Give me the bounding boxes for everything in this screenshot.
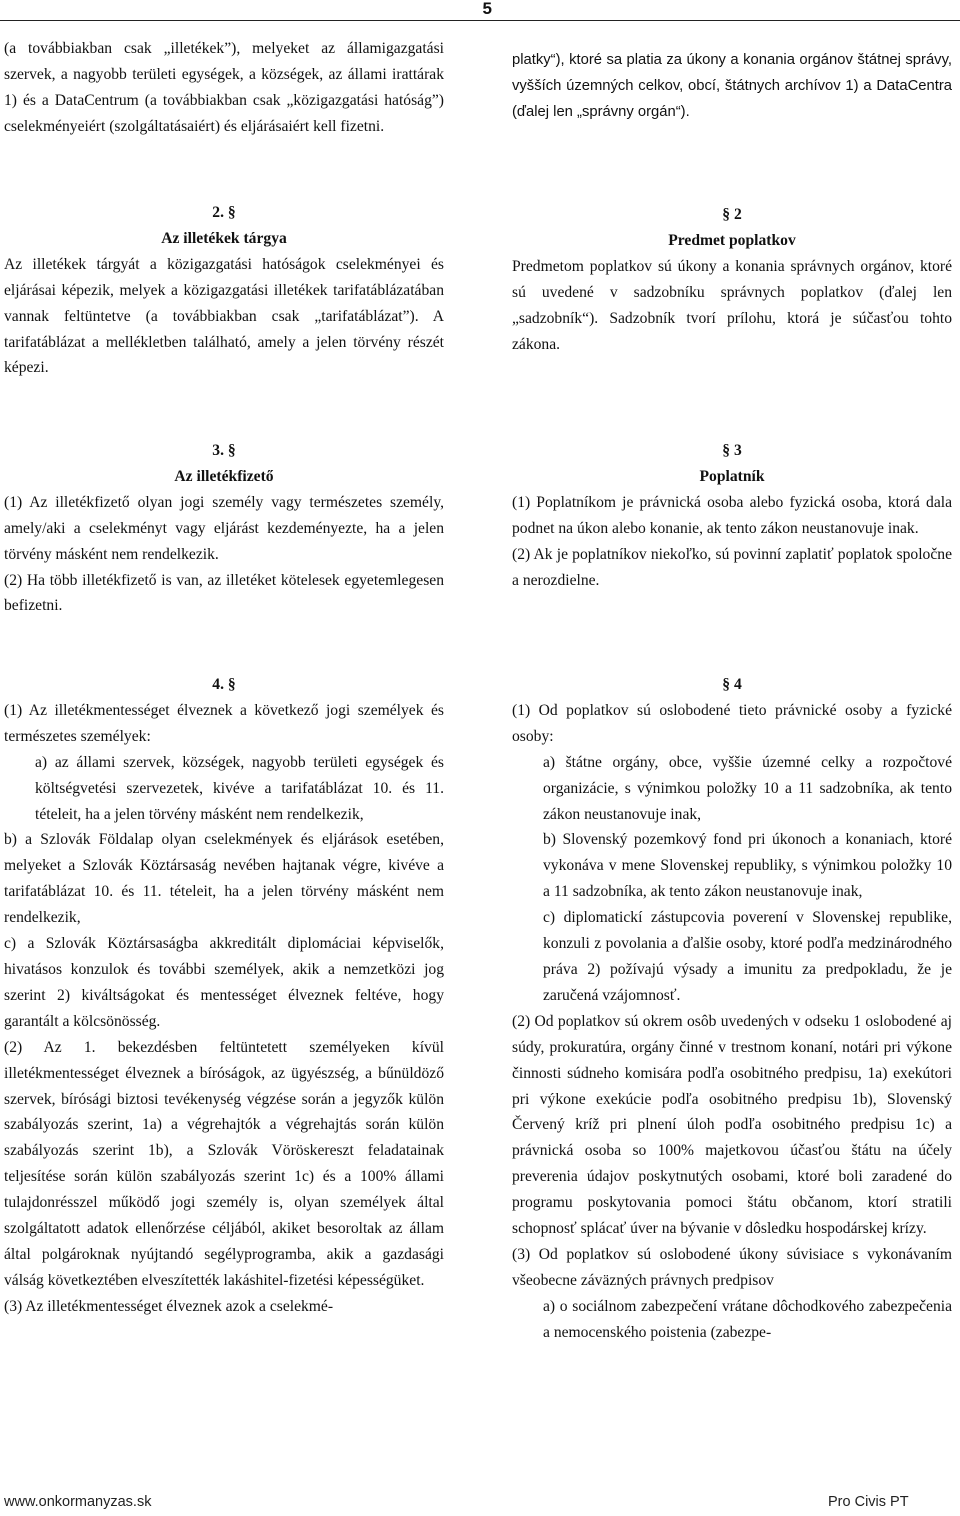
page-number: 5 [482,0,492,18]
hu-s4-p2: (2) Az 1. bekezdésben feltüntetett személyeken kívül illetékmentességet élveznek a bíróságok, az ügyészség, a bűnüldöző szervek, bírósági biztosi tevékenység végzése során a jegyzők külön szabályozás szerint, 1a) a végrehajtók a végrehajtás során külön szabályozás szerint 1b), a Szlovák Vöröskereszt feladatainak teljesítése során külön szabályozás szerint 1c) és a 100% állami tulajdonrésszel működő jogi személy is, olyan személyek által szolgáltatott adatok ellenőrzése céljából, akiket besoroltak az állam által polgároknak nyújtandó segélyprogramba, akik a gazdasági válság következtében elveszítették lakáshitel-fizetési képességüket. [4,1038,444,1289]
hu-s3-title: Az illetékfizető [174,467,274,485]
hu-s4-number: 4. § [212,676,236,693]
sk-s2-body: Predmetom poplatkov sú úkony a konania správnych orgánov, ktoré sú uvedené v sadzobníku správnych poplatkov (ďalej len „sadzobník“). Sadzobník tvorí prílohu, ktorá je súčasťou tohto zákona. [512,257,952,353]
sk-s3-p2: (2) Ak je poplatníkov niekoľko, sú povinní zaplatiť poplatok spoločne a nerozdielne. [512,545,952,589]
sk-s2-title: Predmet poplatkov [668,231,796,249]
sk-s2-number: § 2 [722,206,742,223]
hu-s2-title: Az illetékek tárgya [161,229,287,247]
hu-section-2 [4,200,444,381]
hu-s3-p1: (1) Az illetékfizető olyan jogi személy vagy természetes személy, amely/aki a cselekményt vagy eljárást kezdeményezte, ha a jelen törvény másként nem rendelkezik. [4,493,444,563]
footer-website: www.onkormanyzas.sk [4,1494,152,1510]
sk-s3-title: Poplatník [699,467,765,485]
hu-section-3 [4,438,444,619]
footer-publisher: Pro Civis PT [828,1494,909,1510]
sk-s4-p3: (3) Od poplatkov sú oslobodené úkony súvisiace s vykonávaním všeobecne záväzných právnych predpisov [512,1245,952,1289]
hu-intro [4,36,444,140]
sk-section-4 [512,672,952,1346]
hu-intro-text: (a továbbiakban csak „illetékek”), melyeket az államigazgatási szervek, a nagyobb területi egységek, a községek, az állami irattárak 1) és a DataCentrum (a továbbiakban csak „közigazgatási hatóság”) cselekményeiért (szolgáltatásaiért) és eljárásaiért kell fizetni. [4,40,444,135]
header-rule [0,20,960,21]
hu-section-4 [4,672,444,1320]
sk-s4-item-c: c) diplomatickí zástupcovia poverení v Slovenskej republike, konzuli z povolania a ďalšie osoby, ktoré podľa medzinárodného práva 2) požívajú výsady a imunitu za predpokladu, že je zaručená vzájomnosť. [543,909,952,1004]
sk-s3-p1: (1) Poplatníkom je právnická osoba alebo fyzická osoba, ktorá dala podnet na úkon alebo konanie, ak tento zákon neustanovuje inak. [512,493,952,537]
hu-s4-item-a: a) az állami szervek, községek, nagyobb területi egységek és költségvetési szervezetek, kivéve a tarifatáblázat 10. és 11. tételeit, ha a jelen törvény másként nem rendelkezik, [35,753,444,823]
sk-s4-number: § 4 [722,676,742,693]
sk-s4-item-a: a) štátne orgány, obce, vyššie územné celky a rozpočtové organizácie, s výnimkou položky 10 a 11 sadzobníka, ak tento zákon neustanovuje inak, [543,753,952,823]
hu-s4-item-b: b) a Szlovák Földalap olyan cselekmények és eljárások esetében, melyeket a Szlovák Köztársaság nevében hajtanak végre, kivéve a tarifatáblázat 10. és 11. tételeit, ha a jelen törvény másként nem rendelkezik, [4,831,444,927]
sk-s4-p3-item-a: a) o sociálnom zabezpečení vrátane dôchodkového zabezpečenia a nemocenského poistenia (zabezpe- [543,1297,952,1341]
sk-s3-number: § 3 [722,442,742,459]
sk-s4-p2: (2) Od poplatkov sú okrem osôb uvedených v odseku 1 oslobodené aj súdy, prokuratúra, orgány činné v trestnom konaní, notári pri výkone činnosti súdneho komisára podľa osobitného predpisu, 1a) exekútori pri výkone exekúcie podľa osobitného predpisu 1b), Slovenský Červený kríž pri plnení úloh podľa osobitného predpisu 1c) a právnická osoba so 100% majetkovou účasťou štátu na účely preverenia údajov poskytnutých osobami, ktoré boli zaradené do programu poskytovania pomoci štátu občanom, ktorí stratili schopnosť splácať úver na bývanie v dôsledku hospodárskej krízy. [512,1012,952,1238]
sk-section-3 [512,438,952,593]
sk-s4-p1: (1) Od poplatkov sú oslobodené tieto právnické osoby a fyzické osoby: [512,701,952,745]
sk-s4-item-b: b) Slovenský pozemkový fond pri úkonoch a konaniach, ktoré vykonáva v mene Slovenskej republiky, s výnimkou položky 10 a 11 sadzobníka, ak tento zákon neustanovuje inak, [543,831,952,901]
sk-intro-text: platky“), ktoré sa platia za úkony a konania orgánov štátnej správy, vyšších územných celkov, obcí, štátnych archívov 1) a DataCentra (ďalej len „správny orgán“). [512,52,952,120]
hu-s2-number: 2. § [212,204,236,221]
hu-s3-number: 3. § [212,442,236,459]
hu-s4-p3: (3) Az illetékmentességet élveznek azok a cselekmé- [4,1297,334,1315]
sk-section-2 [512,202,952,357]
hu-s2-body: Az illetékek tárgyát a közigazgatási hatóságok cselekményei és eljárásai képezik, melyek a közigazgatási illetékek tarifatáblázatában vannak feltüntetve (a továbbiakban csak „tarifatáblázat”). A tarifatáblázat a mellékletben található, amely a jelen törvény részét képezi. [4,255,444,377]
sk-intro [512,48,952,126]
hu-s4-item-c: c) a Szlovák Köztársaságba akkreditált diplomáciai képviselők, hivatásos konzulok és további személyek, akik a nemzetközi jog szerint 2) kiváltságokat és mentességet élveznek feltéve, hogy garantált a kölcsönösség. [4,935,444,1030]
hu-s4-p1: (1) Az illetékmentességet élveznek a következő jogi személyek és természetes személyek: [4,701,444,745]
hu-s3-p2: (2) Ha több illetékfizető is van, az illetéket kötelesek egyetemlegesen befizetni. [4,571,444,615]
